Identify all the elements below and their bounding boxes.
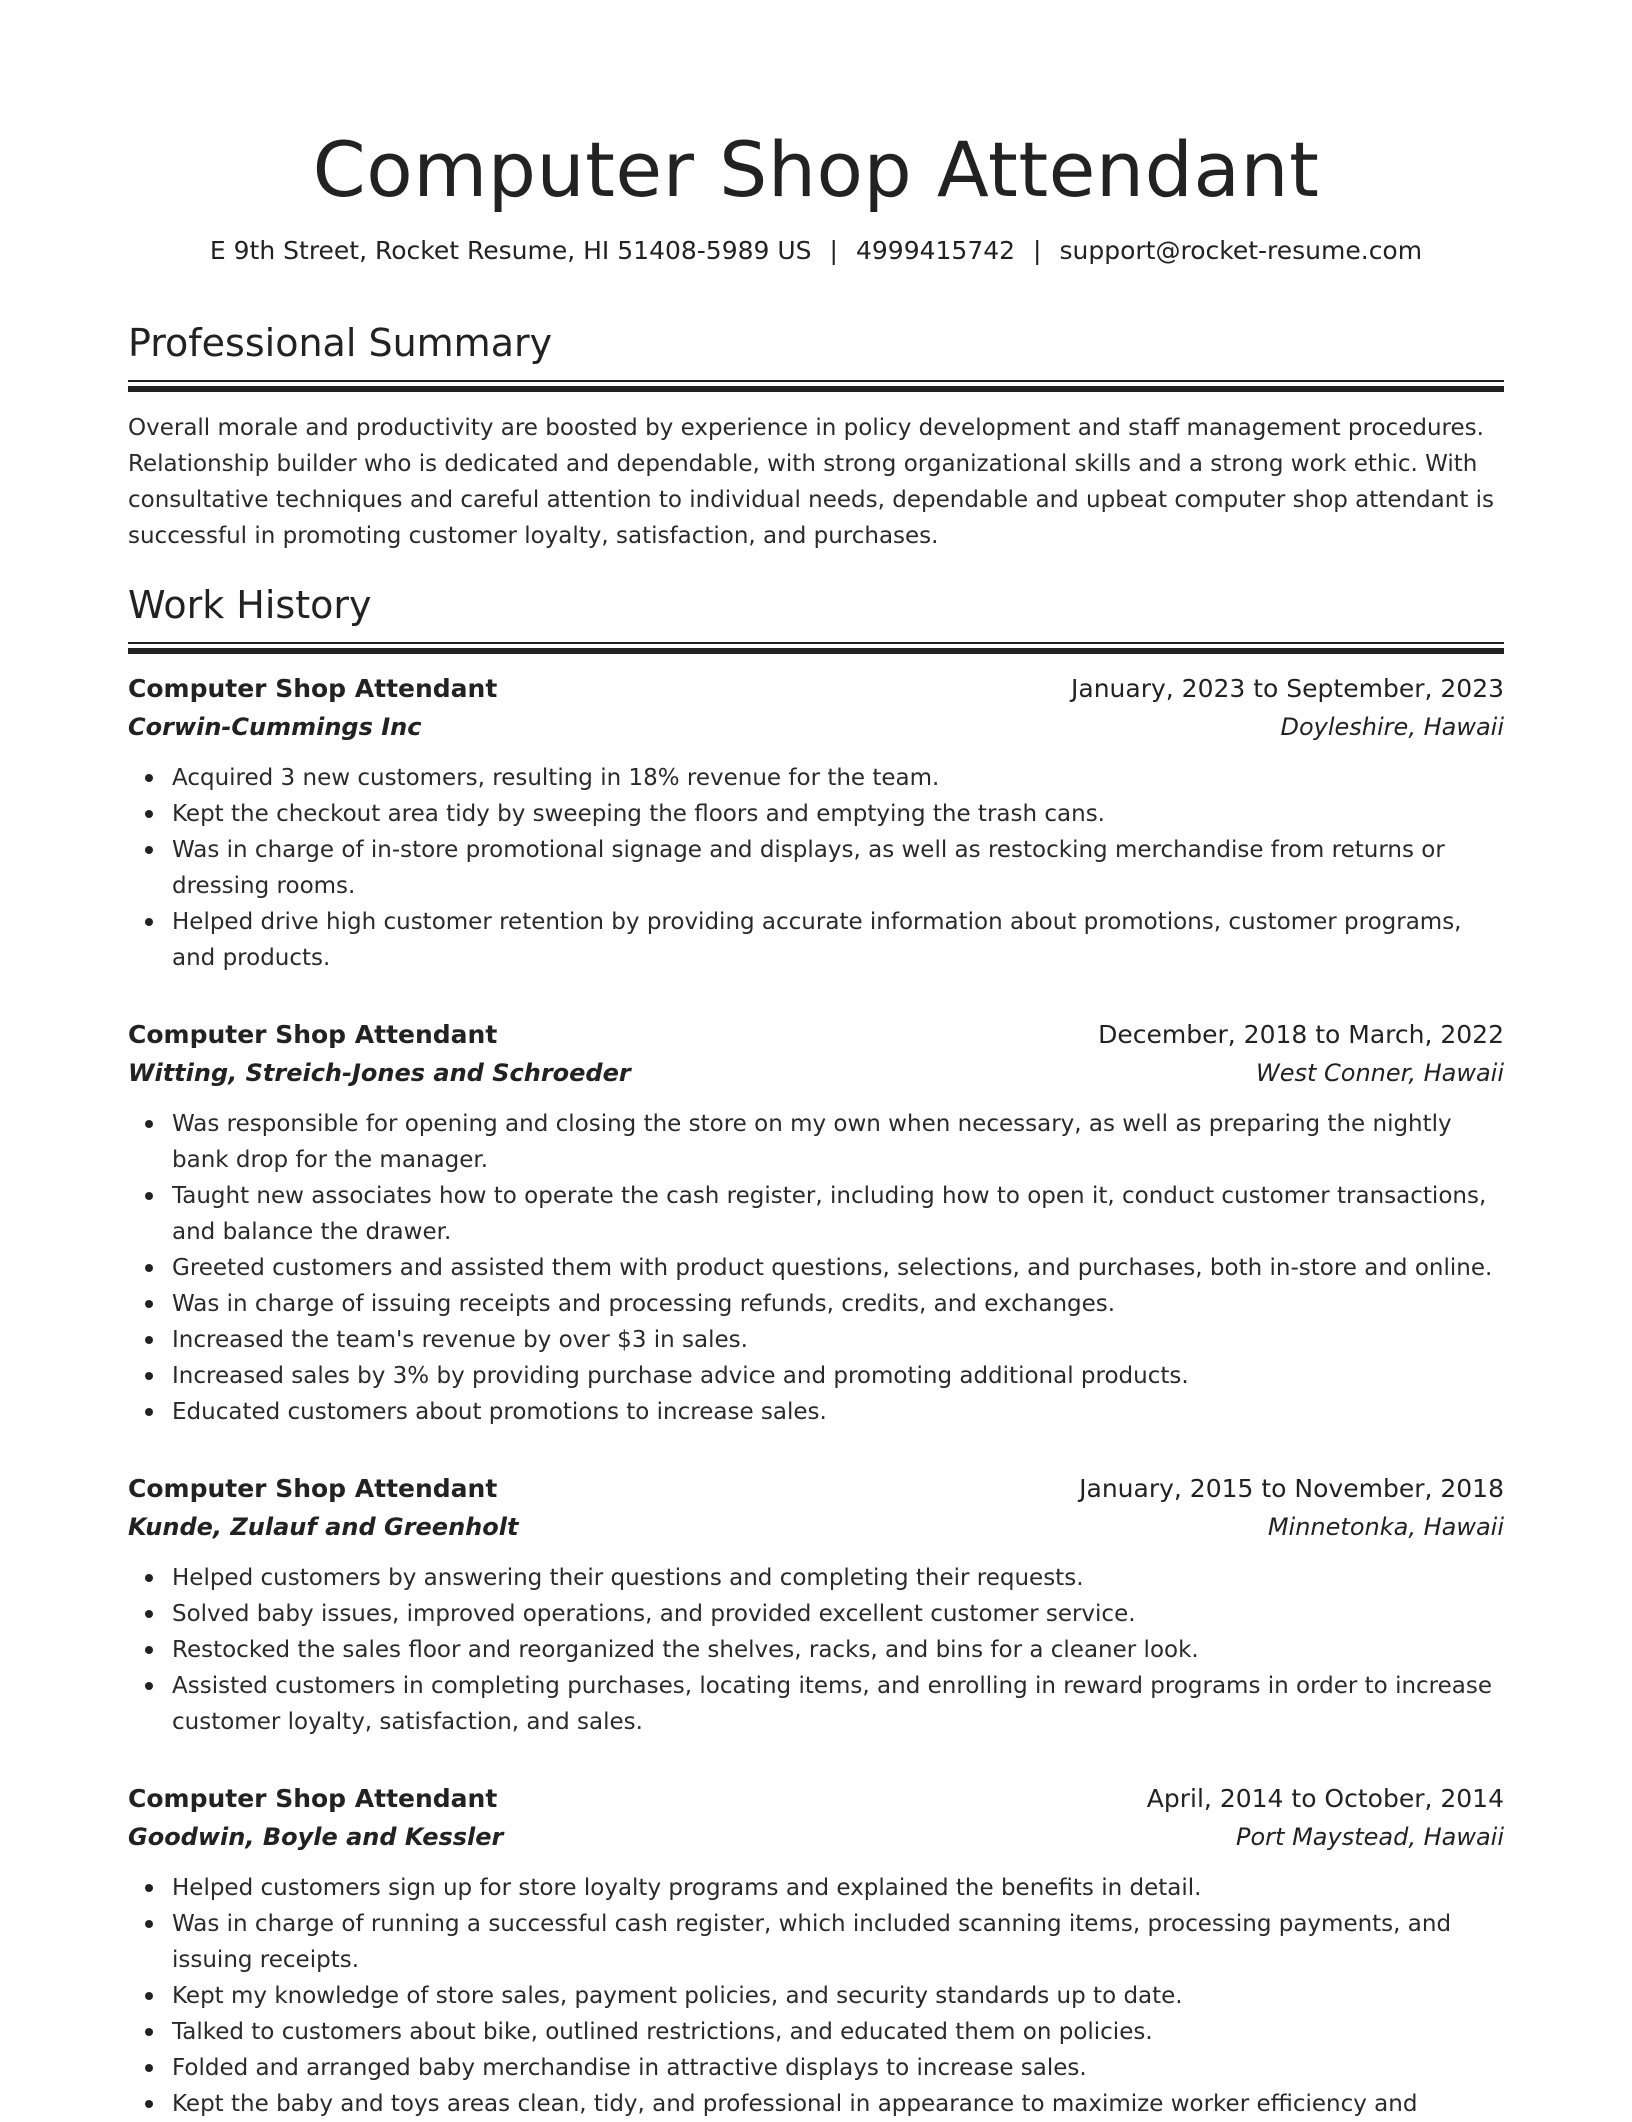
job-entry (128, 1470, 1504, 1740)
job-location: Port Maystead, Hawaii (1236, 1823, 1504, 1851)
job-bullet-text: Kept the baby and toys areas clean, tidy, and professional in appearance to maximize worker efficiency and (172, 2091, 1418, 2117)
job-title: Computer Shop Attendant (128, 674, 498, 703)
job-bullet-text: Educated customers about promotions to increase sales. (172, 1399, 827, 1425)
contact-separator: | (829, 236, 838, 265)
job-bullet-item (128, 1978, 1504, 2014)
job-bullet-text: Helped customers by answering their questions and completing their requests. (172, 1565, 1084, 1591)
bullet-dot-icon (145, 1192, 153, 1200)
job-bullet-text: Was responsible for opening and closing the store on my own when necessary, as well as preparing the nightly bank drop for the manager. (172, 1111, 1452, 1173)
job-bullet-item (128, 1596, 1504, 1632)
job-dates: January, 2023 to September, 2023 (1071, 674, 1504, 703)
job-location: Minnetonka, Hawaii (1267, 1513, 1504, 1541)
section-divider (128, 380, 1504, 394)
job-bullet-item (128, 904, 1504, 976)
contact-phone: 4999415742 (855, 236, 1016, 265)
bullet-dot-icon (145, 1408, 153, 1416)
job-bullet-item (128, 1394, 1504, 1430)
contact-line (128, 234, 1504, 268)
bullet-dot-icon (145, 2064, 153, 2072)
bullet-dot-icon (145, 1336, 153, 1344)
job-bullet-text: Was in charge of issuing receipts and processing refunds, credits, and exchanges. (172, 1291, 1116, 1317)
section-heading: Work History (128, 583, 372, 627)
job-bullet-item (128, 2050, 1504, 2086)
job-bullet-item (128, 832, 1504, 904)
summary-text: Overall morale and productivity are boosted by experience in policy development and staff management procedures. Relationship builder who is dedicated and dependable, with strong organizational skills and a strong work ethic. With consultative techniques and careful attention to individual needs, dependable and upbeat computer shop attendant is successful in promoting customer loyalty, satisfaction, and purchases. (128, 415, 1495, 549)
job-entry (128, 1016, 1504, 1430)
job-bullets (128, 1106, 1504, 1430)
bullet-dot-icon (145, 1574, 153, 1582)
job-bullet-text: Increased the team's revenue by over $3 in sales. (172, 1327, 748, 1353)
bullet-dot-icon (145, 1610, 153, 1618)
job-subheader-row (128, 1818, 1504, 1856)
work-history-section (128, 582, 1504, 2122)
professional-summary-section (128, 320, 1504, 554)
job-bullet-item (128, 1322, 1504, 1358)
job-bullet-item (128, 2086, 1504, 2122)
job-bullets (128, 1870, 1504, 2122)
job-header-row (128, 670, 1504, 708)
job-bullet-text: Restocked the sales floor and reorganized the shelves, racks, and bins for a cleaner look. (172, 1637, 1199, 1663)
job-bullet-item (128, 1250, 1504, 1286)
job-company: Witting, Streich-Jones and Schroeder (128, 1059, 631, 1087)
job-bullet-text: Helped customers sign up for store loyalty programs and explained the benefits in detail. (172, 1875, 1202, 1901)
resume-page (128, 0, 1504, 2122)
job-header-row (128, 1470, 1504, 1508)
section-divider (128, 642, 1504, 656)
job-title: Computer Shop Attendant (128, 1474, 498, 1503)
bullet-dot-icon (145, 810, 153, 818)
bullet-dot-icon (145, 774, 153, 782)
job-company: Corwin-Cummings Inc (128, 713, 422, 741)
job-bullet-item (128, 1668, 1504, 1740)
job-title: Computer Shop Attendant (128, 1784, 498, 1813)
job-bullet-item (128, 1632, 1504, 1668)
job-bullet-item (128, 796, 1504, 832)
job-bullet-text: Kept the checkout area tidy by sweeping the floors and emptying the trash cans. (172, 801, 1105, 827)
job-bullet-text: Kept my knowledge of store sales, payment policies, and security standards up to date. (172, 1983, 1183, 2009)
job-bullet-item (128, 1560, 1504, 1596)
job-bullet-item (128, 760, 1504, 796)
job-company: Goodwin, Boyle and Kessler (128, 1823, 504, 1851)
job-bullet-text: Solved baby issues, improved operations, and provided excellent customer service. (172, 1601, 1136, 1627)
job-bullet-text: Greeted customers and assisted them with product questions, selections, and purchases, both in-store and online. (172, 1255, 1493, 1281)
job-title: Computer Shop Attendant (128, 1020, 498, 1049)
contact-email: support@rocket-resume.com (1059, 236, 1423, 265)
job-bullet-item (128, 1178, 1504, 1250)
job-header-row (128, 1016, 1504, 1054)
job-bullet-text: Increased sales by 3% by providing purchase advice and promoting additional products. (172, 1363, 1189, 1389)
job-dates: January, 2015 to November, 2018 (1079, 1474, 1504, 1503)
bullet-dot-icon (145, 846, 153, 854)
bullet-dot-icon (145, 1920, 153, 1928)
bullet-dot-icon (145, 2100, 153, 2108)
bullet-dot-icon (145, 1682, 153, 1690)
bullet-dot-icon (145, 1120, 153, 1128)
job-subheader-row (128, 1508, 1504, 1546)
job-bullet-item (128, 2014, 1504, 2050)
bullet-dot-icon (145, 1300, 153, 1308)
bullet-dot-icon (145, 2028, 153, 2036)
job-dates: April, 2014 to October, 2014 (1146, 1784, 1504, 1813)
job-bullet-item (128, 1906, 1504, 1978)
job-header-row (128, 1780, 1504, 1818)
job-bullet-item (128, 1106, 1504, 1178)
job-bullets (128, 1560, 1504, 1740)
job-bullet-text: Was in charge of in-store promotional signage and displays, as well as restocking merchandise from returns or dressing rooms. (172, 837, 1445, 899)
job-bullet-text: Assisted customers in completing purchases, locating items, and enrolling in reward programs in order to increase customer loyalty, satisfaction, and sales. (172, 1673, 1493, 1735)
bullet-dot-icon (145, 1646, 153, 1654)
job-entry (128, 670, 1504, 976)
job-subheader-row (128, 1054, 1504, 1092)
job-bullets (128, 760, 1504, 976)
job-bullet-item (128, 1358, 1504, 1394)
resume-name: Computer Shop Attendant (312, 125, 1320, 214)
job-bullet-text: Folded and arranged baby merchandise in attractive displays to increase sales. (172, 2055, 1087, 2081)
job-bullet-item (128, 1870, 1504, 1906)
job-list (128, 670, 1504, 2122)
job-bullet-text: Acquired 3 new customers, resulting in 18% revenue for the team. (172, 765, 940, 791)
job-location: Doyleshire, Hawaii (1280, 713, 1504, 741)
job-bullet-text: Talked to customers about bike, outlined restrictions, and educated them on policies. (172, 2019, 1153, 2045)
job-bullet-text: Helped drive high customer retention by providing accurate information about promotions, customer programs, and products. (172, 909, 1462, 971)
bullet-dot-icon (145, 918, 153, 926)
job-bullet-item (128, 1286, 1504, 1322)
contact-address: E 9th Street, Rocket Resume, HI 51408-5989 US (209, 236, 812, 265)
job-company: Kunde, Zulauf and Greenholt (128, 1513, 519, 1541)
section-heading: Professional Summary (128, 321, 553, 365)
job-bullet-text: Taught new associates how to operate the cash register, including how to open it, conduct customer transactions, and balance the drawer. (172, 1183, 1487, 1245)
contact-separator: | (1033, 236, 1042, 265)
job-dates: December, 2018 to March, 2022 (1098, 1020, 1504, 1049)
bullet-dot-icon (145, 1992, 153, 2000)
job-location: West Conner, Hawaii (1255, 1059, 1504, 1087)
bullet-dot-icon (145, 1884, 153, 1892)
bullet-dot-icon (145, 1372, 153, 1380)
job-subheader-row (128, 708, 1504, 746)
bullet-dot-icon (145, 1264, 153, 1272)
job-bullet-text: Was in charge of running a successful cash register, which included scanning items, processing payments, and issuing receipts. (172, 1911, 1452, 1973)
job-entry (128, 1780, 1504, 2122)
